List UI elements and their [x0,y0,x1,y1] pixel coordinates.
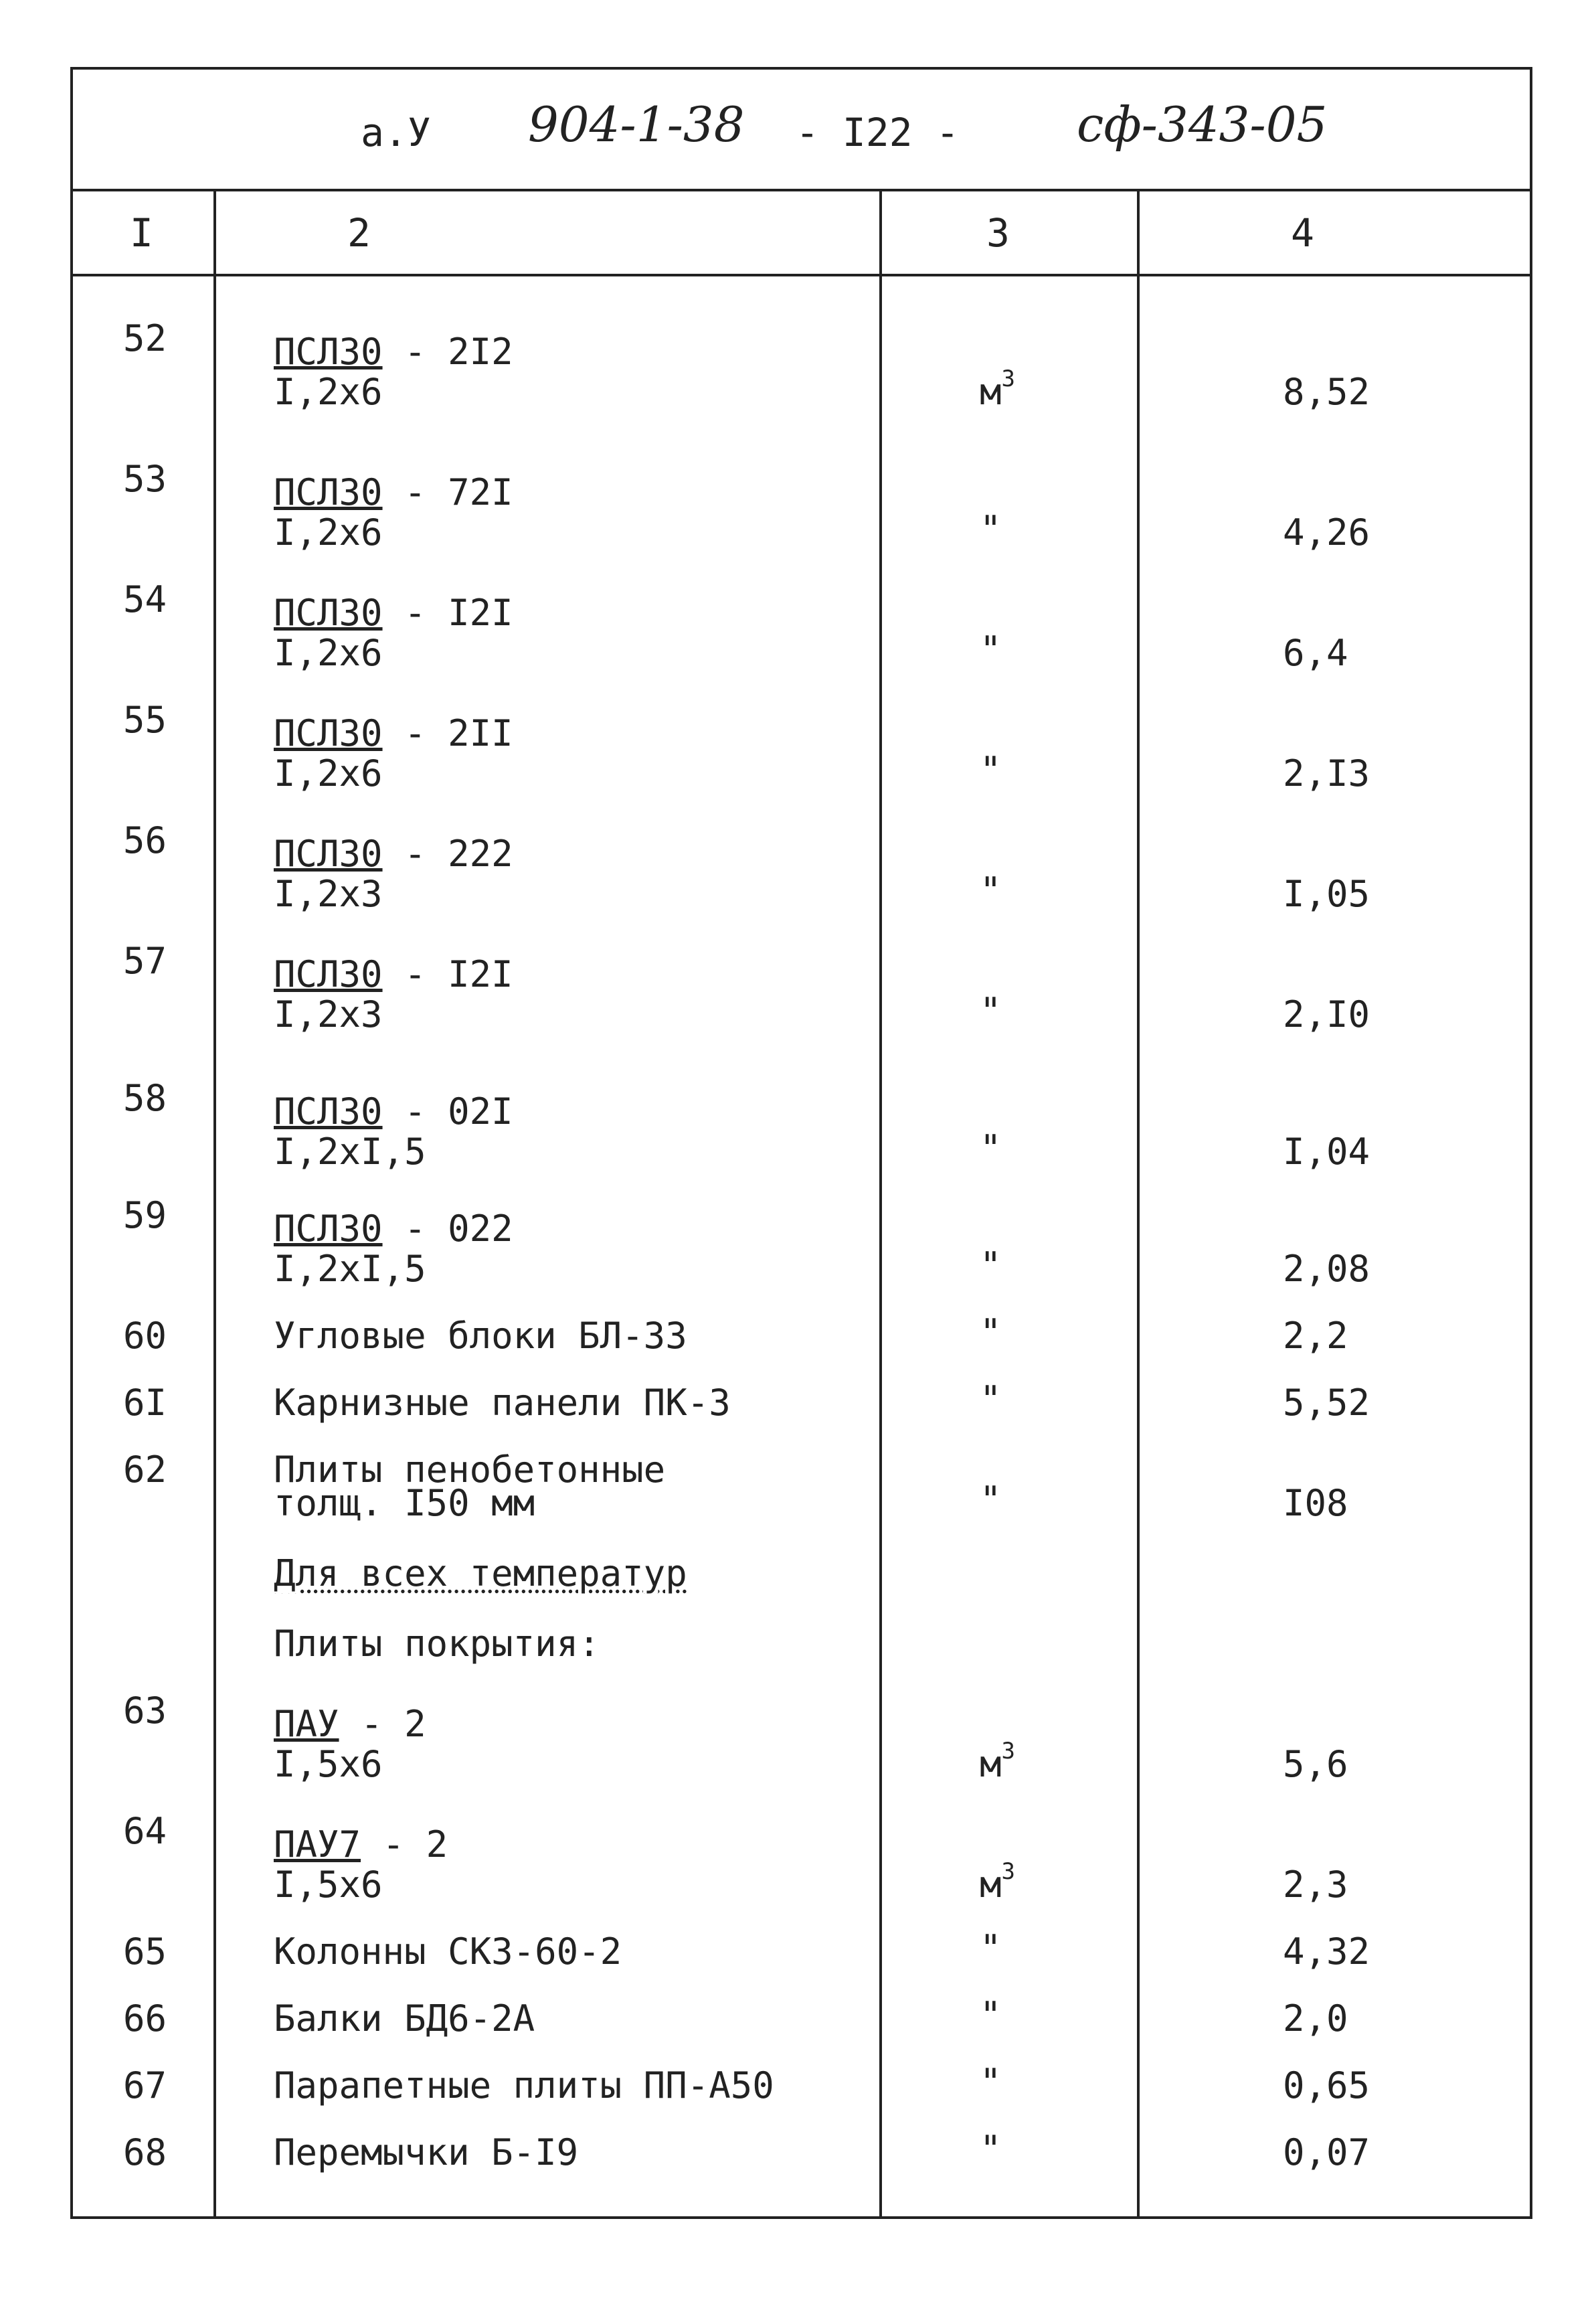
item-name: Плиты пенобетонные [274,1449,666,1491]
item-size: I,5x6 [274,1864,383,1906]
quantity: I08 [1283,1482,1348,1524]
unit: " [980,1479,1002,1521]
item-name: Колонны СК3-60-2 [274,1930,622,1973]
item-name: Перемычки Б-I9 [274,2131,579,2173]
row-number: 58 [123,1077,167,1119]
unit: " [980,1994,1002,2036]
row-number: 55 [123,699,167,741]
column-header-4: 4 [1291,210,1314,256]
quantity: 4,26 [1283,511,1370,554]
row-number: 59 [123,1194,167,1236]
row-number: 6I [123,1382,167,1424]
row-number: 68 [123,2131,167,2173]
item-name: Балки БД6-2А [274,1997,535,2040]
column-header-divider [73,274,1530,276]
item-code: ПСЛ30 - 72I [274,471,513,513]
item-size: I,2xI,5 [274,1131,426,1173]
column-header-2: 2 [347,210,371,256]
unit: " [980,1927,1002,1969]
item-code: ПСЛ30 - I2I [274,953,513,995]
quantity: 2,3 [1283,1864,1348,1906]
item-size: I,2x3 [274,873,383,915]
unit: $м^3$ [980,365,1015,413]
row-number: 64 [123,1810,167,1852]
item-code: ПСЛ30 - 2I2 [274,331,513,373]
item-code: ПАУ - 2 [274,1703,426,1745]
item-size: I,2xI,5 [274,1248,426,1290]
header-divider [73,189,1530,191]
unit: " [980,1127,1002,1169]
unit: " [980,1311,1002,1353]
unit: " [980,629,1002,671]
unit: $м^3$ [980,1858,1015,1906]
item-size: I,2x6 [274,752,383,795]
quantity: 2,08 [1283,1248,1370,1290]
document-code: сф-343-05 [1077,96,1328,153]
header-prefix: а.У [361,110,431,155]
item-name: Парапетные плиты ПП-А50 [274,2064,774,2107]
document-header [73,70,1530,190]
quantity: 2,I3 [1283,752,1370,795]
item-code: ПСЛ30 - 222 [274,833,513,875]
row-number: 65 [123,1930,167,1973]
unit: " [980,870,1002,912]
unit: $м^3$ [980,1738,1015,1785]
row-number: 52 [123,317,167,359]
page-number: - I22 - [796,110,960,155]
item-size: I,2x6 [274,632,383,674]
item-size: толщ. I50 мм [274,1482,535,1524]
column-divider-2 [879,189,882,2217]
row-number: 54 [123,578,167,621]
row-number: 62 [123,1449,167,1491]
row-number: 67 [123,2064,167,2107]
column-divider-3 [1137,189,1140,2217]
document-sheet [70,67,1532,2219]
quantity: 2,I0 [1283,993,1370,1036]
item-size: I,2x6 [274,511,383,554]
unit: " [980,1378,1002,1420]
quantity: I,04 [1283,1131,1370,1173]
section-heading: Для всех температур [274,1552,687,1594]
quantity: 5,6 [1283,1743,1348,1785]
item-code: ПСЛ30 - 022 [274,1208,513,1250]
quantity: 0,65 [1283,2064,1370,2107]
item-code: ПСЛ30 - 2II [274,712,513,754]
quantity: 6,4 [1283,632,1348,674]
item-size: I,2x3 [274,993,383,1036]
quantity: 8,52 [1283,371,1370,413]
project-code: 904-1-38 [528,96,745,153]
row-number: 53 [123,458,167,500]
quantity: 4,32 [1283,1930,1370,1973]
quantity: 0,07 [1283,2131,1370,2173]
column-header-1: I [130,210,153,256]
row-number: 66 [123,1997,167,2040]
subsection-heading: Плиты покрытия: [274,1623,600,1665]
item-code: ПАУ7 - 2 [274,1823,448,1866]
row-number: 56 [123,819,167,861]
row-number: 57 [123,940,167,982]
quantity: 5,52 [1283,1382,1370,1424]
row-number: 63 [123,1689,167,1732]
unit: " [980,508,1002,550]
column-divider-1 [213,189,216,2217]
unit: " [980,1244,1002,1287]
unit: " [980,2128,1002,2170]
item-size: I,2x6 [274,371,383,413]
item-size: I,5x6 [274,1743,383,1785]
unit: " [980,990,1002,1032]
item-name: Угловые блоки БЛ-33 [274,1315,687,1357]
unit: " [980,2061,1002,2103]
item-code: ПСЛ30 - I2I [274,592,513,634]
unit: " [980,749,1002,791]
quantity: 2,2 [1283,1315,1348,1357]
item-name: Карнизные панели ПК-3 [274,1382,731,1424]
column-header-3: 3 [986,210,1010,256]
quantity: 2,0 [1283,1997,1348,2040]
row-number: 60 [123,1315,167,1357]
item-code: ПСЛ30 - 02I [274,1090,513,1133]
quantity: I,05 [1283,873,1370,915]
